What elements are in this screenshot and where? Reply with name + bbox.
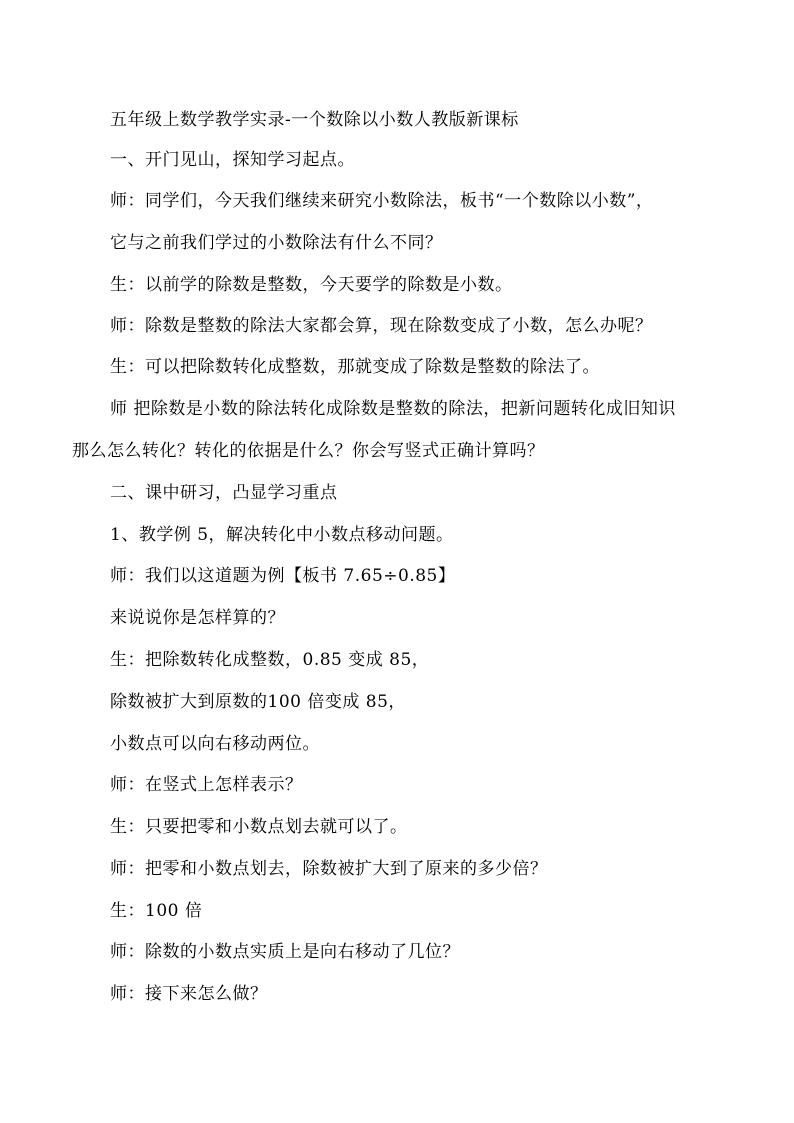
paragraph-line: 1、教学例 5，解决转化中小数点移动问题。: [110, 525, 454, 545]
paragraph-line: 生：只要把零和小数点划去就可以了。: [110, 817, 408, 837]
paragraph-line: 师：把零和小数点划去，除数被扩大到了原来的多少倍？: [110, 859, 548, 879]
paragraph-line: 师：接下来怎么做？: [110, 984, 268, 1004]
paragraph-line: 师：我们以这道题为例【板书 7.65÷0.85】: [110, 566, 456, 586]
paragraph-line: 生：可以把除数转化成整数，那就变成了除数是整数的除法了。: [110, 357, 600, 377]
paragraph-line: 小数点可以向右移动两位。: [110, 734, 320, 754]
paragraph-line: 生：100 倍: [110, 901, 203, 921]
paragraph-line: 来说说你是怎样算的？: [110, 608, 285, 628]
paragraph-line: 师：除数是整数的除法大家都会算，现在除数变成了小数，怎么办呢？: [110, 316, 653, 336]
paragraph-line: 师：除数的小数点实质上是向右移动了几位？: [110, 942, 460, 962]
paragraph-line: 师：在竖式上怎样表示？: [110, 775, 303, 795]
section-heading-2: 二、课中研习，凸显学习重点: [110, 483, 338, 503]
document-title: 五年级上数学教学实录-一个数除以小数人教版新课标: [110, 110, 519, 130]
paragraph-line: 师：同学们，今天我们继续来研究小数除法，板书“一个数除以小数”，: [110, 191, 654, 211]
section-heading-1: 一、开门见山，探知学习起点。: [110, 150, 355, 170]
paragraph-line: 生：把除数转化成整数，0.85 变成 85，: [110, 650, 430, 670]
paragraph-line: 它与之前我们学过的小数除法有什么不同？: [110, 233, 443, 253]
paragraph-line: 除数被扩大到原数的100 倍变成 85，: [110, 692, 406, 712]
paragraph-line: 师 把除数是小数的除法转化成除数是整数的除法，把新问题转化成旧知识: [110, 399, 676, 419]
paragraph-line: 生：以前学的除数是整数，今天要学的除数是小数。: [110, 275, 513, 295]
paragraph-line: 那么怎么转化？转化的依据是什么？你会写竖式正确计算吗？: [72, 441, 545, 461]
